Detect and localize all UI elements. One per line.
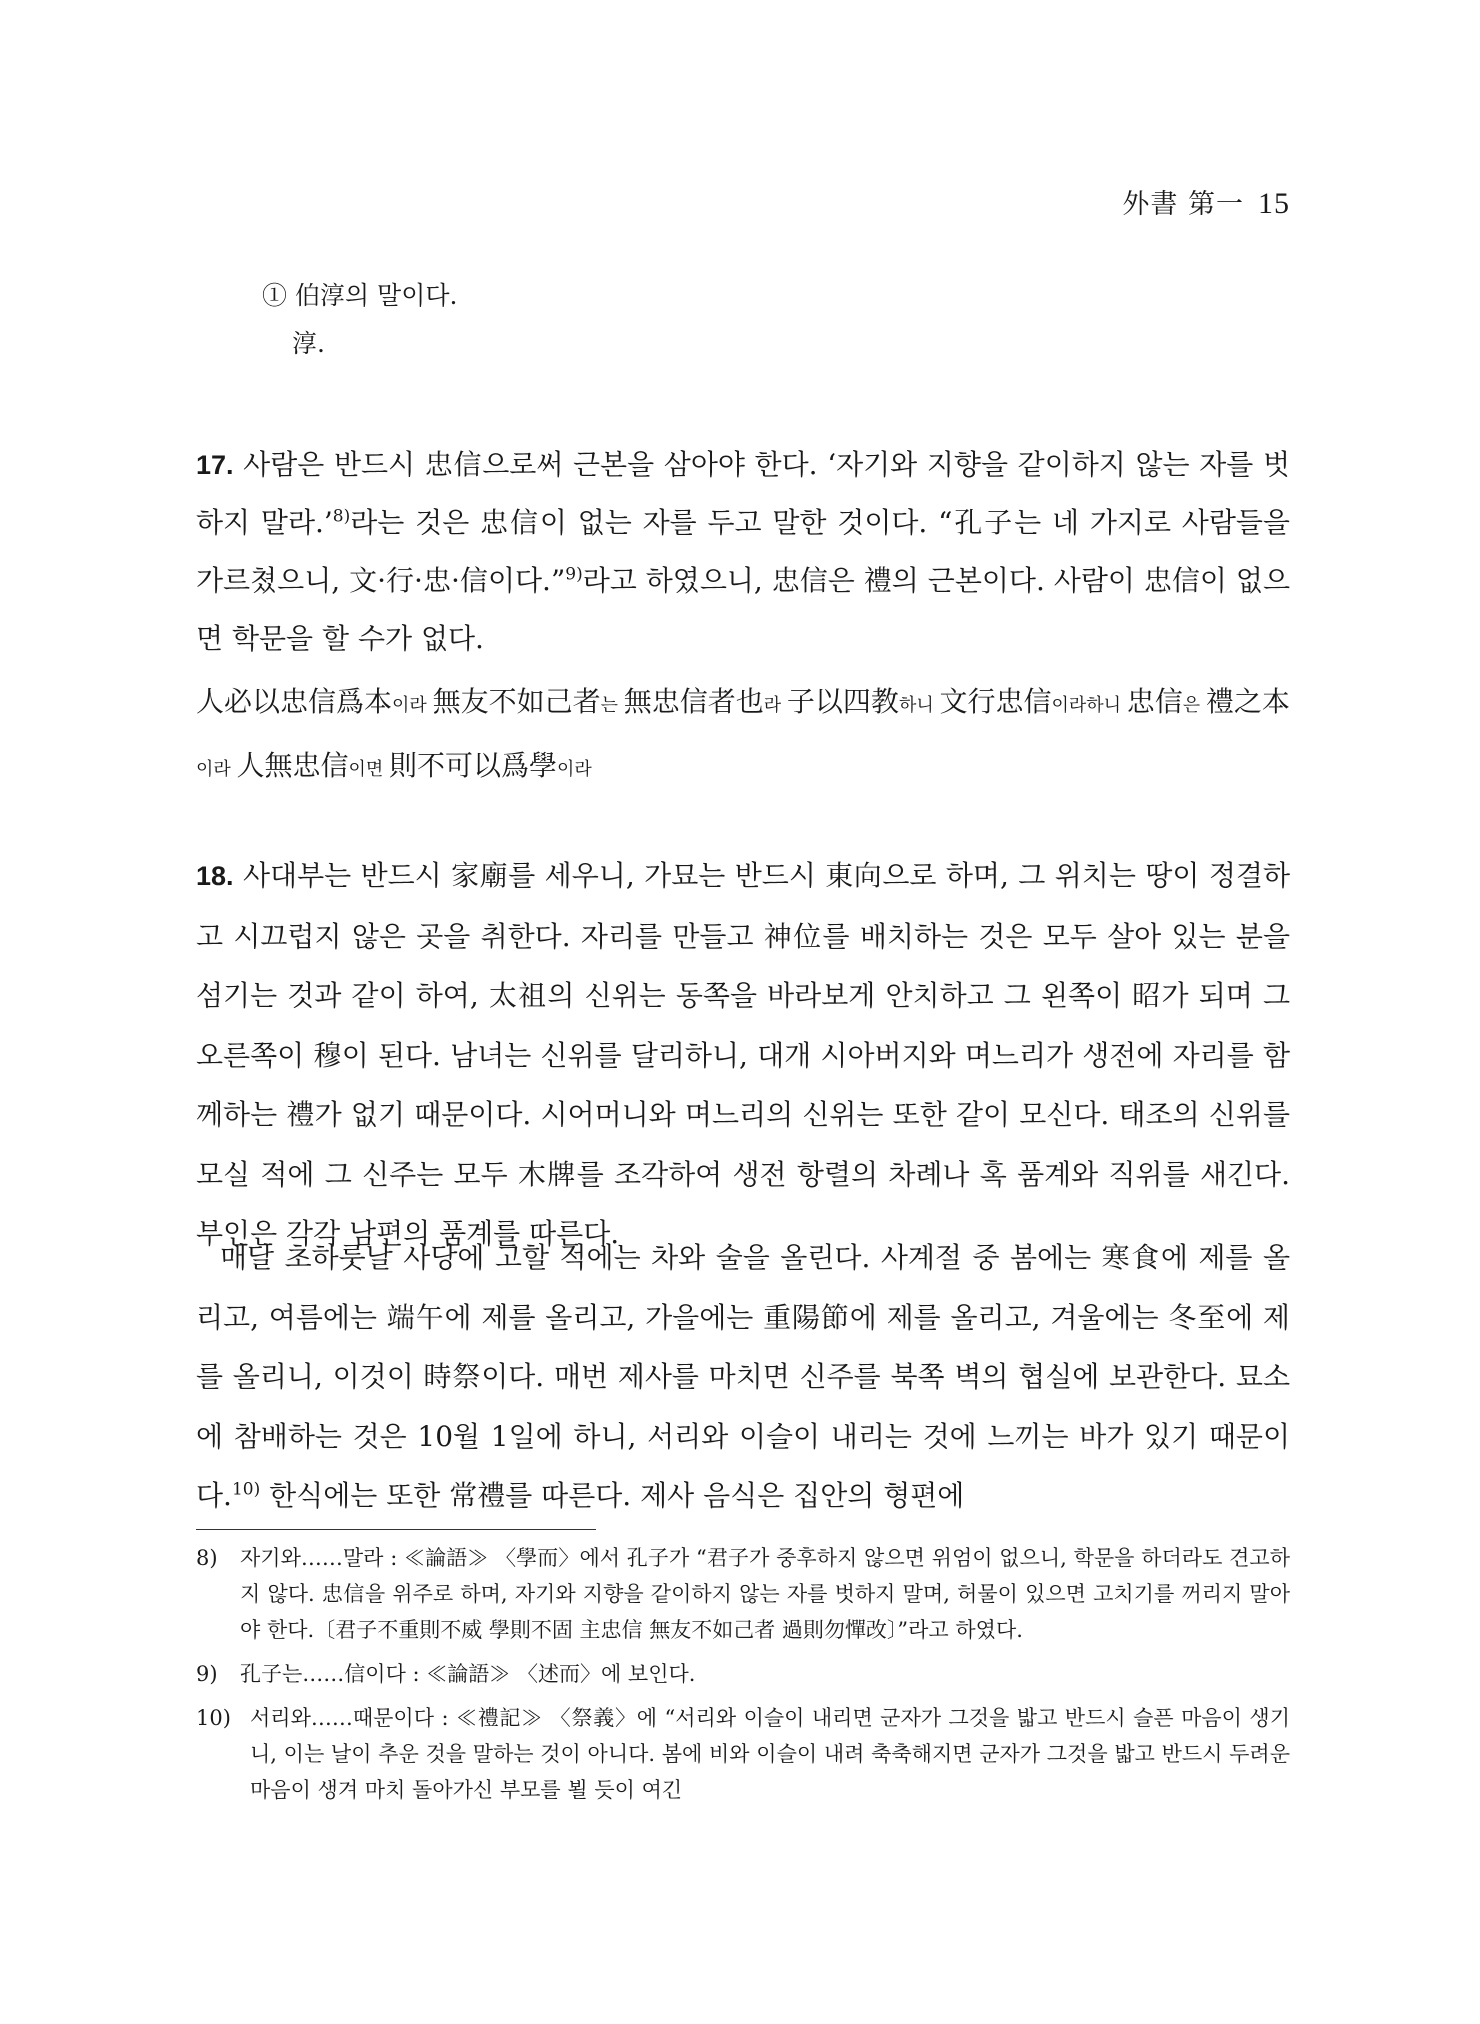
original-hanja-segment: 無忠信者也 xyxy=(623,685,764,718)
original-hanja-segment: 人必以忠信爲本 xyxy=(196,685,393,718)
footnote-divider xyxy=(196,1529,596,1530)
footnote-10 xyxy=(196,1700,1290,1808)
previous-note xyxy=(262,272,457,368)
original-hanja-segment: 禮之本 xyxy=(1205,685,1290,718)
previous-note-line-1: ① 伯淳의 말이다. xyxy=(262,281,458,310)
section-17-translation xyxy=(196,436,1290,668)
footnote-number: 10) xyxy=(196,1706,231,1730)
section-17-original-text xyxy=(196,672,1290,800)
footnote-text: 서리와……때문이다 : ≪禮記≫ 〈祭義〉에 “서리와 이슬이 내리면 군자가 그것을 밟고 반드시 슬픈 마음이 생기니, 이는 날이 추운 것을 말하는 것이 아니다. 봄에 비와 이슬이 내려 축축해지면 군자가 그것을 밟고 반드시 두려운 마음이 생겨 마치 돌아가신 부모를 뵐 듯이 여긴 xyxy=(250,1706,1290,1802)
original-particle: 이라 xyxy=(392,695,433,716)
section-18-text-b: 매달 초하룻날 사당에 고할 적에는 차와 술을 올린다. 사계절 중 봄에는 寒食에 제를 올리고, 여름에는 端午에 제를 올리고, 가을에는 重陽節에 제를 올리고, 겨울에는 冬至에 제를 올리니, 이것이 時祭이다. 매번 제사를 마치면 신주를 북쪽 벽의 협실에 보관한다. 묘소에 참배하는 것은 10월 1일에 하니, 서리와 이슬이 내리는 것에 느끼는 바가 있기 때문이다. xyxy=(196,1241,1290,1512)
footnote-text: 자기와……말라 : ≪論語≫ 〈學而〉에서 孔子가 “君子가 중후하지 않으면 위엄이 없으니, 학문을 하더라도 견고하지 않다. 忠信을 위주로 하며, 자기와 지향을 같이하지 않는 자를 벗하지 말며, 허물이 있으면 고치기를 꺼리지 말아야 한다.〔君子不重則不威 學則不固 主忠信 無友不如己者 過則勿憚改〕”라고 하였다. xyxy=(240,1546,1290,1642)
section-18-number: 18. xyxy=(196,861,234,891)
section-18-translation xyxy=(196,846,1290,1264)
original-particle: 이라하니 xyxy=(1051,695,1127,716)
section-18-text-c: 한식에는 또한 常禮를 따른다. 제사 음식은 집안의 형편에 xyxy=(260,1479,965,1512)
footnote-ref-8[interactable]: 8) xyxy=(332,506,351,527)
section-17-text-a: 사람은 반드시 忠信으로써 근본을 삼아야 한다. ‘자기와 지향을 같이하지 않는 자를 벗하지 말라.’ xyxy=(196,448,1290,539)
header-title: 外書 第一 xyxy=(1122,189,1244,220)
page-number: 15 xyxy=(1258,187,1290,220)
running-header xyxy=(1122,182,1290,221)
footnote-ref-9[interactable]: 9) xyxy=(565,564,583,585)
section-17-number: 17. xyxy=(196,450,234,480)
original-particle: 는 xyxy=(600,695,624,716)
footnote-9 xyxy=(196,1656,1290,1692)
original-particle: 이라 xyxy=(557,759,592,780)
section-18-text-a: 사대부는 반드시 家廟를 세우니, 가묘는 반드시 東向으로 하며, 그 위치는 땅이 정결하고 시끄럽지 않은 곳을 취한다. 자리를 만들고 神位를 배치하는 것은 모두 살아 있는 분을 섬기는 것과 같이 하여, 太祖의 신위는 동쪽을 바라보게 안치하고 그 왼쪽이 昭가 되며 그 오른쪽이 穆이 된다. 남녀는 신위를 달리하니, 대개 시아버지와 며느리가 생전에 자리를 함께하는 禮가 없기 때문이다. 시어머니와 며느리의 신위는 또한 같이 모신다. 태조의 신위를 모실 적에 그 신주는 모두 木牌를 조각하여 생전 항렬의 차례나 혹 품계와 직위를 새긴다. 부인은 각각 남편의 품계를 따른다. xyxy=(196,859,1290,1250)
original-hanja-segment: 無友不如己者 xyxy=(432,685,601,718)
footnote-number: 8) xyxy=(196,1546,218,1570)
footnote-8 xyxy=(196,1540,1290,1648)
original-hanja-segment: 忠信 xyxy=(1126,685,1183,718)
original-hanja-segment: 人無忠信 xyxy=(236,749,349,782)
original-hanja-segment: 子以四教 xyxy=(786,685,899,718)
footnote-text: 孔子는……信이다 : ≪論語≫ 〈述而〉에 보인다. xyxy=(240,1662,696,1686)
original-particle: 하니 xyxy=(898,695,940,716)
section-17-text-c: 라고 하였으니, 忠信은 禮의 근본이다. 사람이 忠信이 없으면 학문을 할 수가 없다. xyxy=(196,564,1290,655)
footnote-ref-10[interactable]: 10) xyxy=(231,1479,261,1500)
original-hanja-segment: 文行忠信 xyxy=(939,685,1052,718)
original-hanja-segment: 則不可以爲學 xyxy=(389,749,558,782)
footnote-number: 9) xyxy=(196,1662,218,1686)
footnotes xyxy=(196,1540,1290,1816)
original-particle: 은 xyxy=(1182,695,1206,716)
original-particle: 라 xyxy=(763,695,787,716)
original-particle: 이라 xyxy=(196,759,237,780)
previous-note-line-2: 淳. xyxy=(292,329,325,358)
original-particle: 이면 xyxy=(348,759,390,780)
section-18-translation-continued xyxy=(196,1228,1290,1526)
section-17-text-b: 라는 것은 忠信이 없는 자를 두고 말한 것이다. “孔子는 네 가지로 사람들을 가르쳤으니, 文·行·忠·信이다.” xyxy=(196,506,1290,597)
